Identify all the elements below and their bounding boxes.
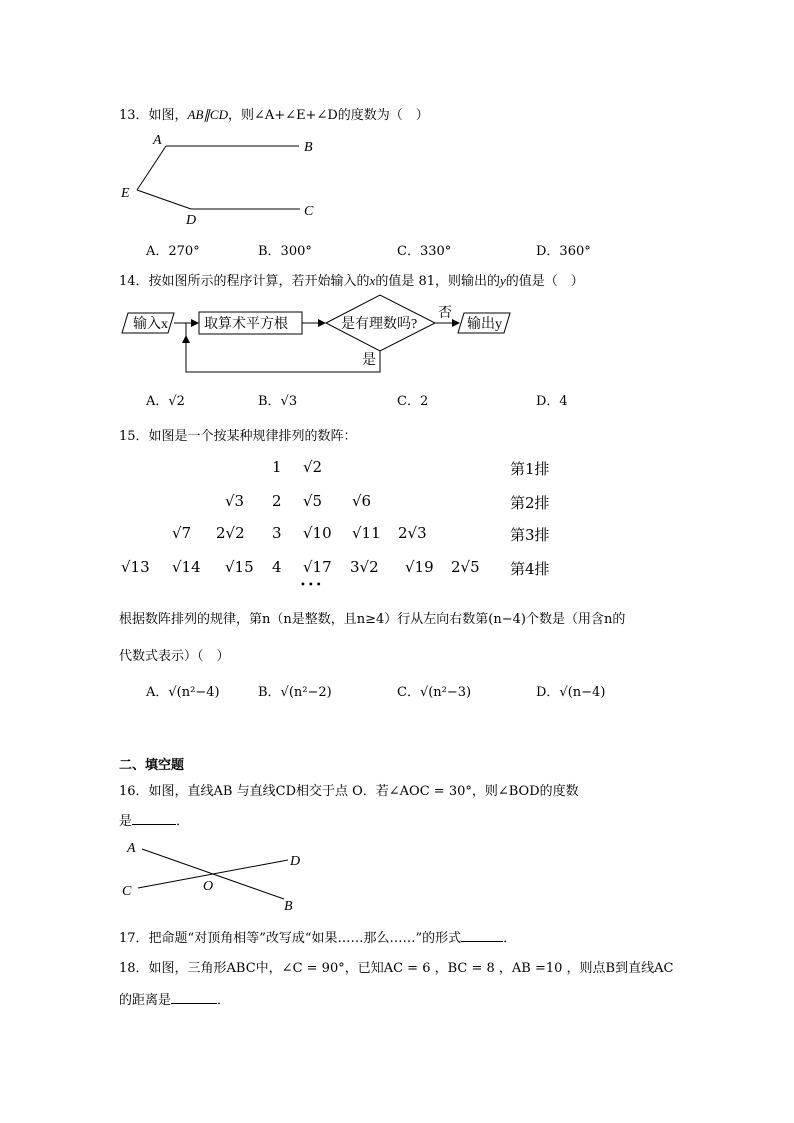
q15-r2-c3: √5 [303, 492, 323, 510]
q14-option-c[interactable]: C．2 [397, 394, 429, 409]
q15-r3-c4: √10 [303, 524, 332, 542]
q15-option-a[interactable]: A．√(n²−4) [146, 685, 220, 700]
q15-r2-c4: √6 [352, 492, 372, 510]
q17-stem [119, 927, 516, 946]
q15-r1-c1: 1 [272, 458, 282, 476]
q13-option-b[interactable]: B．300° [258, 244, 312, 259]
q14-var-y: y [500, 273, 506, 288]
q14-flowchart [118, 292, 538, 374]
q16-figure [118, 838, 318, 913]
q14-option-b[interactable]: B．√3 [258, 394, 298, 409]
q16-label-d: D [290, 854, 301, 869]
q15-r4-c6: 3√2 [350, 558, 379, 576]
q13-label-c: C [304, 204, 314, 219]
q15-r4-c1: √13 [121, 558, 150, 576]
q15-r1-c2: √2 [303, 458, 323, 476]
q16-label-b: B [284, 899, 293, 913]
q15-r2-c1: √3 [225, 492, 245, 510]
q14-flow-input: 输入x [133, 317, 168, 332]
q14-flow-no: 否 [438, 306, 452, 321]
q16-label-a: A [127, 841, 136, 856]
q15-continuation-dots: ••• [300, 580, 324, 591]
q15-r1-label: 第1排 [510, 460, 550, 478]
q16-answer-blank[interactable] [132, 824, 176, 825]
q13-label-a: A [153, 133, 162, 148]
q14-flow-yes: 是 [362, 353, 376, 368]
q16-stem-line2-prefix: 是 [119, 814, 133, 829]
q13-label-e: E [121, 186, 130, 201]
q15-r4-c5: √17 [303, 558, 332, 576]
q15-r2-c2: 2 [272, 492, 282, 510]
q15-r4-c8: 2√5 [451, 558, 480, 576]
q15-r3-c3: 3 [272, 524, 282, 542]
q14-flow-process: 取算术平方根 [204, 317, 288, 332]
q15-option-b[interactable]: B．√(n²−2) [258, 685, 332, 700]
q13-stem-math: AB∥CD [187, 107, 228, 122]
q15-r4-label: 第4排 [510, 560, 550, 578]
q13-figure [118, 130, 338, 225]
q14-stem [119, 270, 584, 289]
q17-stem-suffix: ． [503, 931, 517, 946]
q15-r3-label: 第3排 [510, 526, 550, 544]
q15-r4-c7: √19 [405, 558, 434, 576]
q14-option-a[interactable]: A．√2 [146, 394, 185, 409]
q15-description-line2: 代数式表示）（ ） [119, 649, 230, 664]
q13-label-d: D [186, 213, 197, 225]
q14-flow-decision: 是有理数吗? [341, 317, 418, 332]
q14-var-x: x [369, 273, 376, 288]
q16-stem-line2-suffix: ． [176, 814, 190, 829]
q15-r4-c4: 4 [272, 558, 282, 576]
q17-answer-blank[interactable] [461, 941, 503, 942]
section-heading: 二、填空题 [119, 758, 185, 773]
q13-option-d[interactable]: D．360° [536, 244, 591, 259]
q14-flow-output: 输出y [467, 317, 502, 332]
q16-label-o: O [203, 879, 214, 894]
q15-option-c[interactable]: C．√(n²−3) [397, 685, 472, 700]
q15-stem: 15．如图是一个按某种规律排列的数阵： [119, 429, 357, 444]
q15-r4-c2: √14 [172, 558, 201, 576]
q18-answer-blank[interactable] [171, 1003, 217, 1004]
q13-stem [119, 104, 429, 123]
q17-stem-prefix: 17．把命题“对顶角相等”改写成“如果……那么……”的形式 [119, 931, 462, 946]
q18-stem-line2-suffix: ． [217, 993, 231, 1008]
q13-option-a[interactable]: A．270° [146, 244, 200, 259]
q13-stem-prefix: 13．如图， [119, 108, 188, 123]
q15-option-d[interactable]: D．√(n−4) [536, 685, 606, 700]
q15-r3-c1: √7 [172, 524, 192, 542]
q15-r2-label: 第2排 [510, 494, 550, 512]
q18-stem-line2 [119, 989, 230, 1008]
q18-stem-line2-prefix: 的距离是 [119, 993, 172, 1008]
q13-option-c[interactable]: C．330° [397, 244, 452, 259]
q14-stem-c: 的值是（ ） [505, 274, 584, 289]
q15-r3-c5: √11 [352, 524, 381, 542]
q14-stem-a: 14．按如图所示的程序计算，若开始输入的 [119, 274, 370, 289]
q16-label-c: C [122, 884, 132, 899]
q16-stem-line1: 16．如图，直线AB 与直线CD相交于点 O．若∠AOC = 30°，则∠BOD的度数 [119, 784, 579, 799]
q18-stem-line1: 18．如图，三角形ABC中，∠C = 90°，已知AC = 6 ，BC = 8 ，AB =10 ，则点B到直线AC [119, 961, 674, 976]
q13-stem-suffix: ，则∠A+∠E+∠D的度数为（ ） [228, 108, 429, 123]
q14-option-d[interactable]: D．4 [536, 394, 568, 409]
q13-label-b: B [304, 140, 313, 155]
q15-r3-c2: 2√2 [216, 524, 245, 542]
q15-description-line1: 根据数阵排列的规律，第n（n是整数，且n≥4）行从左向右数第(n−4)个数是（用含n的 [119, 612, 626, 627]
q16-stem-line2 [119, 810, 189, 829]
q15-r3-c6: 2√3 [398, 524, 427, 542]
q14-stem-b: 的值是 81，则输出的 [375, 274, 501, 289]
q15-r4-c3: √15 [225, 558, 254, 576]
